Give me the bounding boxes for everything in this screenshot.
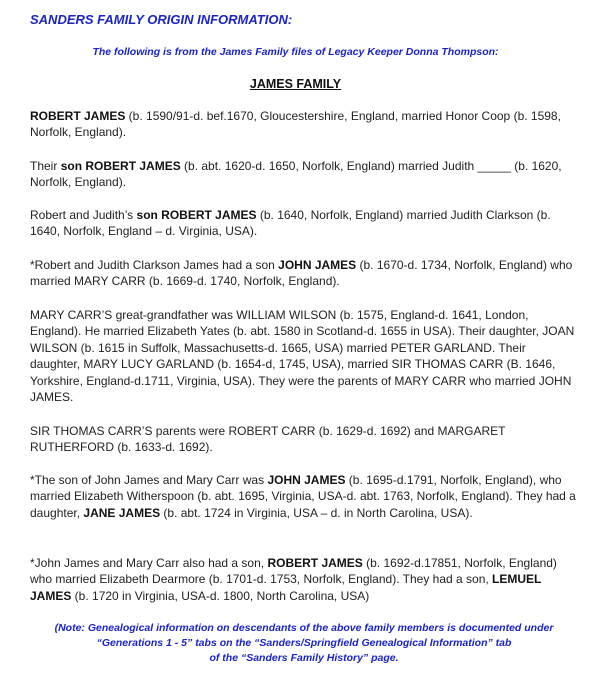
footnote-line: (Note: Genealogical information on descendants of the above family members is documented under — [54, 622, 554, 634]
bold-name: JANE JAMES — [83, 505, 161, 520]
paragraph-text: (b. 1720 in Virginia, USA-d. 1800, North Carolina, USA) — [71, 588, 370, 603]
footnote-line: “Generations 1 - 5” tabs on the “Sanders/Springfield Genealogical Information” tab — [96, 637, 512, 649]
paragraph-text: (b. abt. 1724 in Virginia, USA – d. in North Carolina, USA). — [160, 505, 473, 520]
bold-name: JOHN JAMES — [267, 473, 346, 487]
source-subtitle: The following is from the James Family files of Legacy Keeper Donna Thompson: — [92, 46, 499, 58]
paragraph-text: (b. abt. 1620-d. 1650, Norfolk, England) married Judith _____ (b. 1620, Norfolk, England). — [30, 159, 562, 190]
bold-name: ROBERT JAMES — [267, 556, 363, 570]
footnote — [30, 621, 578, 666]
paragraph — [30, 108, 578, 141]
bold-name: son ROBERT JAMES — [136, 208, 257, 222]
paragraph — [30, 207, 578, 240]
paragraph — [30, 307, 578, 405]
paragraph — [30, 555, 578, 604]
bold-name: ROBERT JAMES — [30, 109, 126, 123]
paragraph-text: (b. 1640, Norfolk, England) married Judith Clarkson (b. 1640, Norfolk, England – d. Virginia, USA). — [30, 208, 551, 239]
paragraph-text: (b. 1695-d.1791, Norfolk, England), who married Elizabeth Witherspoon (b. abt. 1695, Virginia, USA-d. abt. 1763, Norfolk, England). They had a daughter, — [30, 473, 576, 520]
paragraph-text: *John James and Mary Carr also had a son, — [30, 556, 268, 570]
bold-name: son ROBERT JAMES — [60, 159, 181, 173]
paragraph — [30, 257, 578, 290]
paragraph-text: SIR THOMAS CARR’S parents were ROBERT CARR (b. 1629-d. 1692) and MARGARET RUTHERFORD (b. 1633-d. 1692). — [30, 424, 506, 455]
family-heading: JAMES FAMILY — [249, 77, 342, 91]
paragraph — [30, 472, 578, 521]
paragraph — [30, 158, 578, 191]
paragraph-text: MARY CARR’S great-grandfather was WILLIAM WILSON (b. 1575, England-d. 1641, London, England). He married Elizabeth Yates (b. abt. 1580 in Scotland-d. 1655 in USA). Their daughter, JOAN WILSON (b. 1615 in Suffolk, Massachusetts-d. 1665, USA) married PETER GARLAND. Their daughter, MARY LUCY GARLAND (b. 1654-d, 1745, USA), married SIR THOMAS CARR (B. 1646, Yorkshire, England-d.1711, Virginia, USA). They were the parents of MARY CARR who married JOHN JAMES. — [30, 308, 575, 405]
paragraph-text: *The son of John James and Mary Carr was — [30, 473, 268, 487]
paragraph-text: Their — [30, 159, 61, 173]
page-title: SANDERS FAMILY ORIGIN INFORMATION: — [30, 12, 293, 27]
paragraph-text: (b. 1590/91-d. bef.1670, Gloucestershire, England, married Honor Coop (b. 1598, Norfolk, England). — [30, 109, 561, 140]
bold-name: LEMUEL JAMES — [30, 572, 542, 603]
bold-name: JOHN JAMES — [278, 258, 357, 272]
paragraph-text: (b. 1692-d.17851, Norfolk, England) who married Elizabeth Dearmore (b. 1701-d. 1753, Norfolk, England). They had a son, — [30, 556, 557, 587]
paragraph-text: Robert and Judith’s — [30, 208, 137, 222]
paragraph-text: *Robert and Judith Clarkson James had a son — [30, 258, 279, 272]
paragraph-text: (b. 1670-d. 1734, Norfolk, England) who married MARY CARR (b. 1669-d. 1740, Norfolk, England). — [30, 258, 573, 289]
paragraph — [30, 423, 578, 456]
footnote-line: of the “Sanders Family History” page. — [209, 652, 399, 664]
